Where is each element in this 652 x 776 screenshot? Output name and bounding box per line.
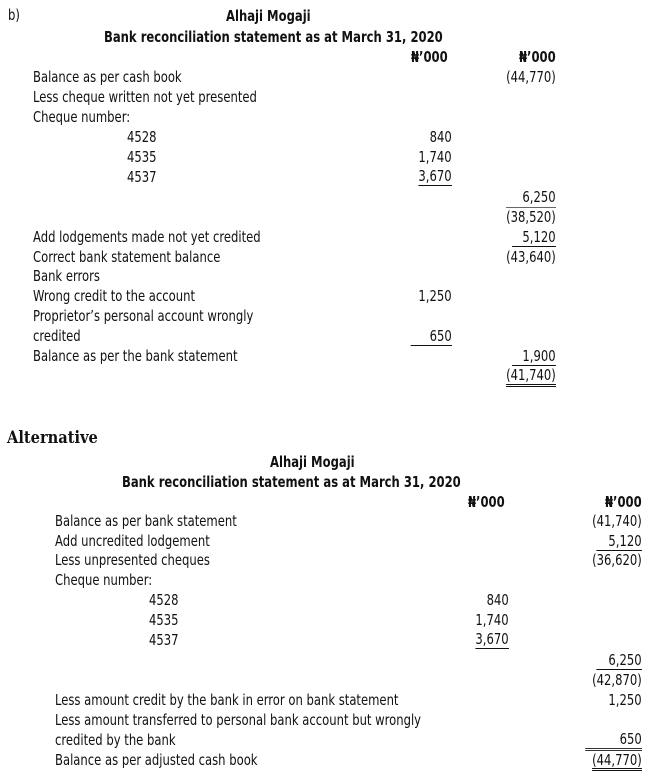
- row-label: Balance as per cash book: [33, 68, 182, 86]
- row-col2: (43,640): [506, 248, 556, 266]
- row-label: Bank errors: [33, 267, 100, 285]
- row-label: credited: [33, 327, 81, 345]
- row-label: Cheque number:: [33, 108, 131, 126]
- row-col2: (42,870): [592, 671, 642, 689]
- row-col2: (41,740): [592, 512, 642, 530]
- col1-header: ₦’000: [468, 493, 505, 511]
- row-label: Less amount credit by the bank in error on bank statement: [55, 691, 399, 709]
- col2-header: ₦’000: [605, 493, 642, 511]
- company-name: Alhaji Mogaji: [226, 7, 311, 25]
- row-col2: 6,250: [522, 188, 556, 206]
- alternative-heading: Alternative: [7, 428, 98, 448]
- row-col2: (36,620): [592, 551, 642, 569]
- row-col2: (44,770): [506, 68, 556, 86]
- row-label: Balance as per bank statement: [55, 512, 237, 530]
- col1-header: ₦’000: [411, 48, 448, 66]
- row-label: Balance as per the bank statement: [33, 347, 238, 365]
- row-col1: 1,250: [418, 287, 452, 305]
- row-col2: 6,250: [597, 651, 642, 670]
- cheque-number: 4537: [127, 168, 157, 186]
- row-col1: 1,740: [418, 148, 452, 166]
- row-col1: 1,740: [475, 611, 509, 629]
- statement-title: Bank reconciliation statement as at March 31, 2020: [104, 28, 443, 46]
- final-balance: (44,770): [592, 751, 642, 769]
- row-col2: 1,250: [608, 691, 642, 709]
- row-label: Wrong credit to the account: [33, 287, 196, 305]
- row-label: Proprietor’s personal account wrongly: [33, 307, 254, 325]
- cheque-number: 4528: [127, 128, 157, 146]
- row-label: Add lodgements made not yet credited: [33, 228, 261, 246]
- row-label: Add uncredited lodgement: [55, 532, 210, 550]
- cheque-number: 4535: [127, 148, 157, 166]
- row-col2: 650: [585, 731, 642, 751]
- row-col1: 840: [486, 591, 509, 609]
- row-col2: 1,900: [512, 347, 556, 366]
- cheque-number: 4528: [149, 591, 179, 609]
- row-col1: 840: [429, 128, 452, 146]
- row-col1: 3,670: [475, 630, 509, 648]
- row-col2: 5,120: [512, 228, 556, 247]
- row-label: Less cheque written not yet presented: [33, 88, 257, 106]
- final-balance: (41,740): [506, 367, 556, 387]
- row-label: Less unpresented cheques: [55, 551, 210, 569]
- row-label: Balance as per adjusted cash book: [55, 751, 258, 769]
- statement-title: Bank reconciliation statement as at March 31, 2020: [122, 473, 461, 491]
- part-label: b): [8, 6, 20, 24]
- row-col2: 5,120: [597, 532, 642, 551]
- row-col2: (38,520): [506, 208, 556, 226]
- cheque-number: 4537: [149, 631, 179, 649]
- company-name: Alhaji Mogaji: [270, 453, 355, 471]
- row-label: Correct bank statement balance: [33, 248, 221, 266]
- row-label: Less amount transferred to personal bank account but wrongly: [55, 711, 422, 729]
- cheque-number: 4535: [149, 611, 179, 629]
- row-label: Cheque number:: [55, 571, 153, 589]
- row-col1: 650: [411, 327, 452, 346]
- col2-header: ₦’000: [519, 48, 556, 66]
- row-label: credited by the bank: [55, 731, 176, 749]
- row-col1: 3,670: [418, 167, 452, 185]
